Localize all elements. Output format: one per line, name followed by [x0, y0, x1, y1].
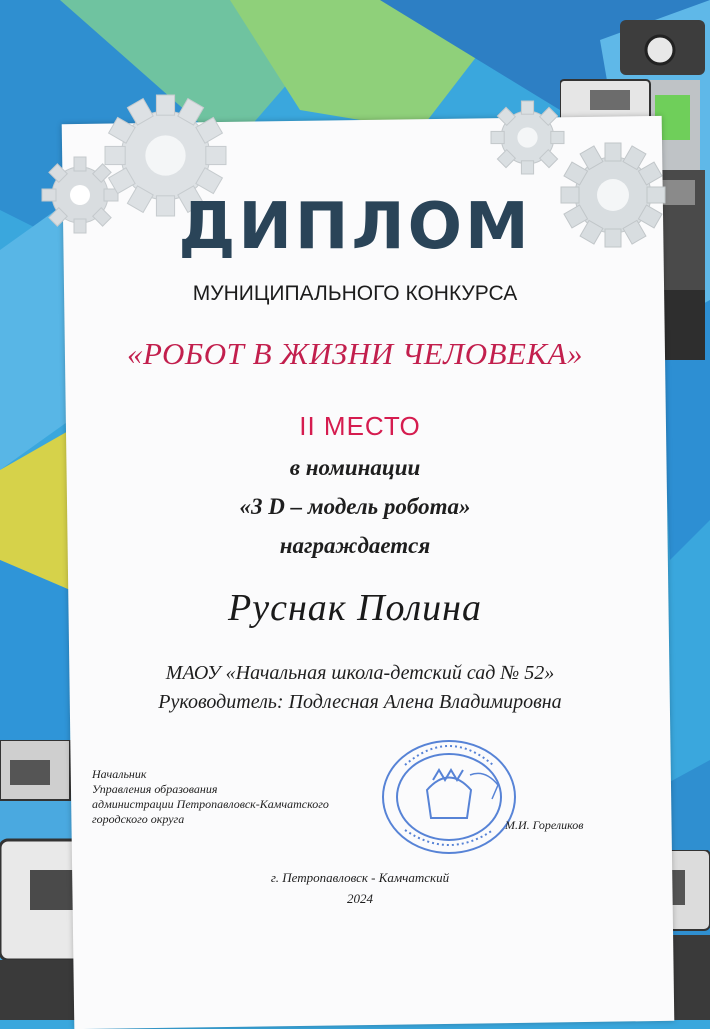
- signature-line: городского округа: [92, 812, 185, 826]
- leader-name: Руководитель: Подлесная Алена Владимировна: [158, 691, 562, 713]
- gear-icon: [490, 100, 565, 175]
- diploma-title: ДИПЛОМ: [178, 190, 532, 264]
- year: 2024: [347, 891, 373, 906]
- place-award: II МЕСТО: [299, 411, 421, 441]
- signature-line: администрации Петропавловск-Камчатского: [92, 797, 329, 811]
- nomination-intro: в номинации: [289, 455, 421, 480]
- awardee-name: Руснак Полина: [228, 587, 482, 629]
- contest-name: «РОБОТ В ЖИЗНИ ЧЕЛОВЕКА»: [127, 336, 583, 371]
- signature-block: [92, 767, 329, 827]
- school-name: МАОУ «Начальная школа-детский сад № 52»: [165, 662, 555, 684]
- city: г. Петропавловск - Камчатский: [270, 870, 450, 885]
- awarded-text: награждается: [279, 533, 431, 558]
- nomination-name: «3 D – модель робота»: [239, 494, 471, 519]
- official-stamp: [375, 735, 523, 860]
- signature-line: Начальник: [92, 767, 147, 781]
- signer-name: М.И. Гореликов: [505, 818, 584, 832]
- signature-line: Управления образования: [92, 782, 218, 796]
- diploma-subtitle: МУНИЦИПАЛЬНОГО КОНКУРСА: [192, 282, 518, 305]
